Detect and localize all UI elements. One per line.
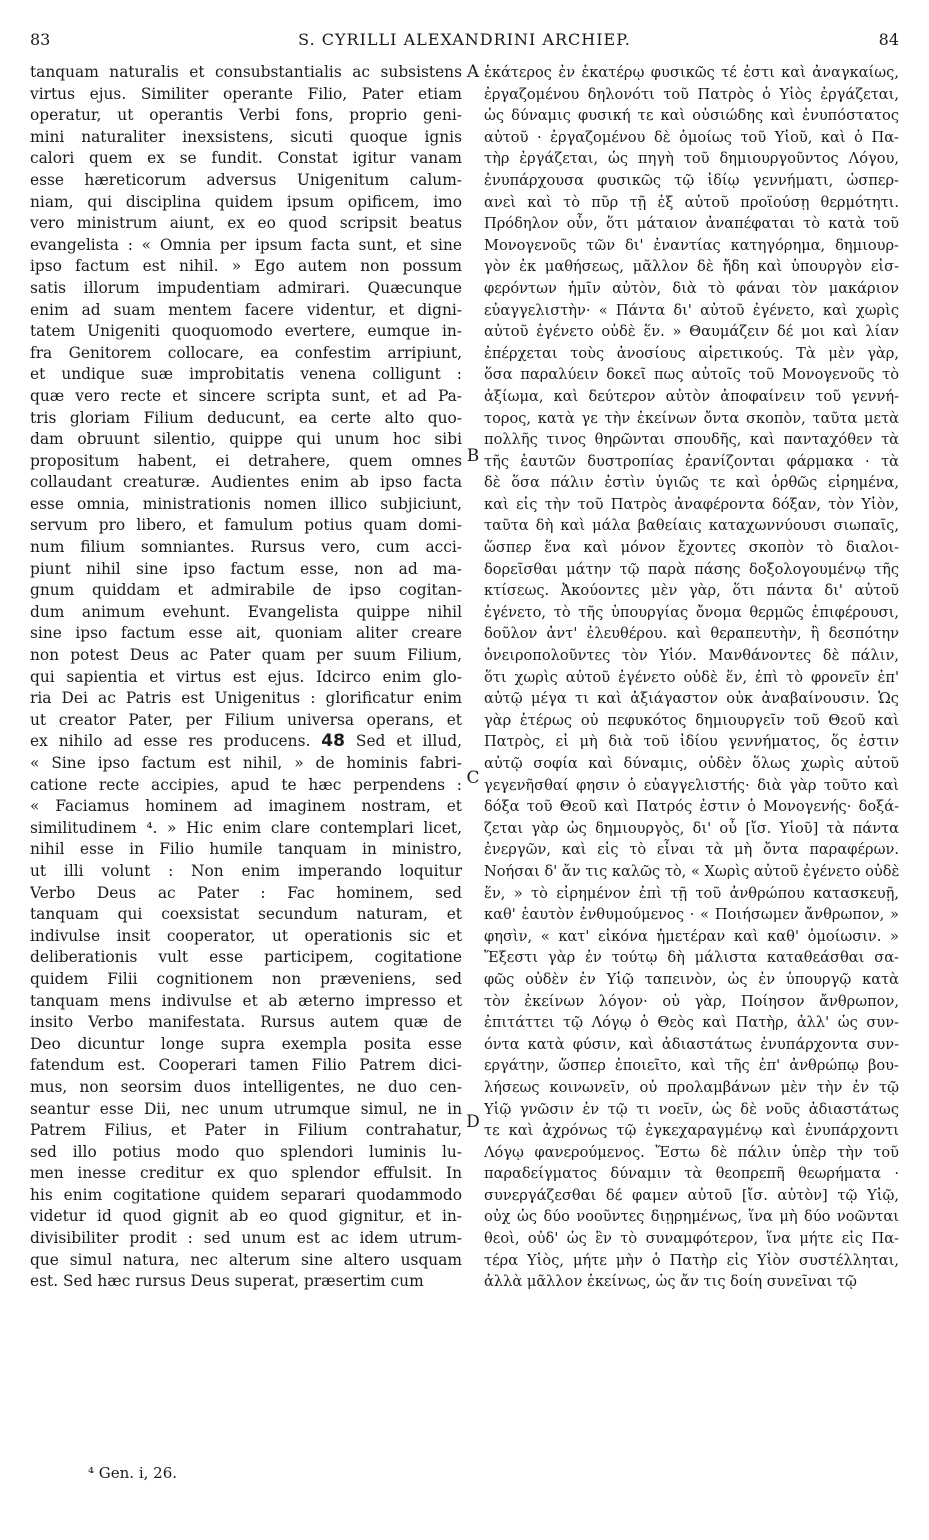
line-text: αὐτοῦ ἐγένετο οὐδὲ ἕν. » Θαυμάζειν δέ μοι καὶ λίαν [484,323,899,341]
line-text: αὐτοῦ · ἐργαζομένου δὲ ὁμοίως τοῦ Υἱοῦ, καὶ ὁ Πα- [484,128,899,146]
line-text: καὶ εἰς τὴν τοῦ Πατρὸς ἀναφέροντα δόξαν, τὸν Υἱὸν, [484,495,899,513]
line-text: φερόντων ἡμῖν αὐτὸν, διὰ τὸ φάναι τὸν μακάριον [484,279,899,297]
line-text: γὰρ ἑτέρως οὐ πεφυκότος δημιουργεῖν τοῦ Θεοῦ καὶ [484,711,899,729]
text-line [30,1142,462,1164]
text-line [30,1185,462,1207]
line-text: tris gloriam Filium deducunt, ea certe alto quo- [30,408,462,427]
text-line [484,343,899,365]
line-text: piunt nihil sine ipso factum esse, non ad ma- [30,559,462,578]
line-text: tanquam naturalis et consubstantialis ac subsistens [30,63,462,81]
text-line [30,861,462,883]
text-line [30,537,462,559]
inline-continuation: Sed et illud, [355,732,462,751]
line-text: esse hæreticorum adversus Unigenitum calum- [30,170,462,189]
text-line [30,775,462,797]
line-text: ταῦτα δὴ καὶ μάλα βαθείαις καταχωννύουσι σιωπαῖς, [484,517,899,535]
line-text: mini naturaliter inexsistens, sicuti quoque ignis [30,127,462,146]
line-text: εργάτην, ὥσπερ ἐποιεῖτο, καὶ τῆς ἐπ' ἀνθρώπῳ βου- [484,1057,899,1075]
line-text: τέρα Υἱὸς, μήτε μὴν ὁ Πατὴρ εἰς Υἱὸν συστέλληται, [484,1251,899,1269]
text-line [30,839,462,861]
line-text: ἐνυπάρχουσα φυσικῶς τῷ ἰδίῳ γεννήματι, ὡσπερ- [484,171,899,189]
text-line [30,62,462,84]
line-text: ἐργαζομένου δηλονότι τοῦ Πατρὸς ὁ Υἱὸς ἐργάζεται, [484,85,899,103]
text-line [484,1142,899,1164]
line-text: τὸν ἐκείνων λόγον· οὐ γὰρ, Ποίησον ἄνθρωπον, [484,992,899,1010]
line-text: tanquam mens indivulse et ab æterno impresso et [30,991,462,1010]
text-line [484,321,899,343]
line-text: insito Verbo manifestata. Rursus autem quæ de [30,1013,462,1032]
text-line [30,602,462,624]
line-text: videtur id quod gignit ab eo quod gignitur, et in- [30,1207,462,1226]
line-text: τῆς ἑαυτῶν δυστροπίας ἐρανίζονται φάρμακα · τὰ [484,452,899,470]
text-line [30,105,462,127]
line-text: όντα κατὰ φύσιν, καὶ ἀδιαστάτως ἐνυπάρχοντα συν- [484,1035,899,1053]
text-line [30,192,462,214]
line-text: ὀνειροπολοῦντες τὸν Υἱόν. Μανθάνοντες δὲ πάλιν, [484,647,899,665]
text-line [484,623,899,645]
text-line [30,451,462,473]
text-line [30,364,462,386]
text-line [30,213,462,235]
line-text: λήσεως κοινωνεῖν, οὐ προλαμβάνων μὲν τὴν ἐν τῷ [484,1078,899,1096]
line-text: calori quem ex se fundit. Constat igitur vanam [30,149,462,168]
line-text: Λόγῳ φανερούμενος. Ἔστω δὲ πάλιν ὑπὲρ τὴν τοῦ [484,1143,899,1161]
text-line [30,494,462,516]
text-line [484,1271,899,1293]
line-text: Deo dicuntur longe supra exempla posita esse [30,1034,462,1053]
inline-page-number: 48 [321,731,345,752]
line-text: esse omnia, ministrationis nomen illico subjiciunt, [30,494,462,513]
section-marker-a: A [466,62,480,82]
footnote: ⁴ Gen. i, 26. [88,1464,178,1482]
line-text: evangelista : « Omnia per ipsum facta sunt, et sine [30,235,462,254]
line-text: δόξα τοῦ Θεοῦ καὶ Πατρός ἐστιν ὁ Μονογενής· δοξά- [484,798,899,816]
line-text: θεοὶ, οὐδ' ὡς ἓν τὸ συναμφότερον, ἵνα μήτε εἰς Πα- [484,1230,899,1248]
line-text: deliberationis vult esse participem, cogitatione [30,948,462,967]
line-text: ὅσα παραλύειν δοκεῖ πως αὐτοῖς τοῦ Μονογενοῦς τὸ [484,366,899,384]
text-line [30,796,462,818]
text-line [30,278,462,300]
line-text: Verbo Deus ac Pater : Fac hominem, sed [30,883,462,902]
line-text: niam, qui disciplina quidem ipsum opificem, imo [30,192,462,211]
line-text: δορεῖσθαι μάτην τῷ παρὰ πάσης δοξολογουμένῳ τῆς [484,560,899,578]
text-line [30,818,462,840]
text-line [30,580,462,602]
line-text: divisibiliter prodit : sed unum est ac idem utrum- [30,1229,462,1248]
text-line [484,386,899,408]
line-text: τε καὶ ἀχρόνως τῷ ἐγκεχαραγμένῳ καὶ ἐνυπάρχοντι [484,1122,899,1140]
text-line [30,947,462,969]
line-text: ἀλλὰ μᾶλλον ἐκείνως, ὡς ἄν τις δοίη συνεῖναι τῷ [484,1273,857,1291]
text-line [30,386,462,408]
line-text: ανεὶ καὶ τὸ πῦρ τῇ ἐξ αὐτοῦ προϊούσῃ θερμότητι. [484,193,899,211]
text-line [30,343,462,365]
line-text: παραδείγματος δύναμιν τὰ θεοπρεπῆ θεωρήματα · [484,1165,899,1183]
text-line [484,947,899,969]
line-text: collaudant creaturæ. Audientes enim ab ipso facta [30,473,462,492]
line-text: nihil esse in Filio humile tanquam in ministro, [30,840,462,859]
line-text: δοῦλον ἀντ' ἐλευθέρου. καὶ θεραπευτὴν, ἢ δεσπότην [484,625,899,643]
line-text: servum pro libero, et famulum potius quam domi- [30,516,462,535]
greek-column [484,62,899,1293]
text-line [484,991,899,1013]
line-text: ἐγένετο, τὸ τῆς ὑπουργίας ὄνομα θερμῶς ἐπιφέρουσι, [484,603,899,621]
text-line [484,969,899,991]
text-line [30,256,462,278]
line-text: δὲ ὅσα πάλιν ἐστὶν ὑγιῶς τε καὶ ὀρθῶς εἰρημένα, [484,474,899,492]
text-line [484,62,899,84]
text-line [30,84,462,106]
text-line [484,429,899,451]
text-line [30,1099,462,1121]
text-line [484,559,899,581]
line-text: operatur, ut operantis Verbi fons, proprio geni- [30,106,462,125]
text-line [30,753,462,775]
text-line [30,408,462,430]
line-text: ἐπιτάττει τῷ Λόγῳ ὁ Θεὸς καὶ Πατὴρ, ἀλλ' ὡς συν- [484,1014,899,1032]
line-text: ὡς δύναμις φυσική τε καὶ οὐσιώδης καὶ ἐνυπόστατος [484,107,899,125]
line-text: num filium somniantes. Rursus vero, cum acci- [30,538,462,557]
text-line [484,1228,899,1250]
text-line [484,796,899,818]
line-text: quæ vero recte et sincere scripta sunt, et ad Pa- [30,386,462,405]
line-text: πολλῆς τινος θηρῶνται σπουδῆς, καὶ πανταχόθεν τὰ [484,431,899,449]
text-line [484,731,899,753]
page-number-left: 83 [30,30,51,49]
text-line [484,602,899,624]
text-line [30,1206,462,1228]
text-line [484,105,899,127]
line-text: φῶς οὐδὲν ἐν Υἱῷ ταπεινὸν, ὡς ἐν ὑπουργῷ κατὰ [484,970,899,988]
line-text: et undique suæ improbitatis venena colligunt : [30,365,462,384]
text-line [484,364,899,386]
text-line [484,1099,899,1121]
line-text: τὴρ ἐργάζεται, ὡς πηγὴ τοῦ δημιουργοῦντος Λόγου, [484,150,899,168]
text-line [484,1120,899,1142]
text-line [484,861,899,883]
line-text: fra Genitorem collocare, ea confestim arripiunt, [30,343,462,362]
text-line [30,667,462,689]
text-line [30,472,462,494]
text-line [484,1034,899,1056]
text-line [484,667,899,689]
text-line [484,278,899,300]
text-line [484,883,899,905]
line-text: οὐχ ὡς δύο νοοῦντες διῃρημένως, ἵνα μὴ δύο νοῶνται [484,1208,899,1226]
text-line [30,1120,462,1142]
text-line [484,170,899,192]
line-text: ὅτι χωρὶς αὐτοῦ ἐγένετο οὐδὲ ἕν, ἐπὶ τὸ φρονεῖν ἐπ' [484,668,899,686]
line-text: catione recte accipies, apud te hæc perpendens : [30,775,462,794]
text-line [484,753,899,775]
line-text: φησὶν, « κατ' εἰκόνα ἡμετέραν καὶ καθ' ὁμοίωσιν. » [484,927,899,945]
text-line [484,300,899,322]
text-line [484,926,899,948]
text-line [30,1250,462,1272]
line-text: similitudinem ⁴. » Hic enim clare contemplari licet, [30,818,462,837]
line-text: ἐπέρχεται τοὺς ἀνοσίους αἱρετικούς. Τὰ μὲν γὰρ, [484,344,899,362]
text-line [30,127,462,149]
line-text: his enim cogitatione quidem separari quodammodo [30,1185,462,1204]
running-title: S. CYRILLI ALEXANDRINI ARCHIEP. [298,30,631,49]
line-text: gnum quiddam et admirabile de ipso cogitan- [30,581,462,600]
text-line [30,1034,462,1056]
text-line [30,710,462,732]
text-line [30,300,462,322]
line-text: εὐαγγελιστὴν· « Πάντα δι' αὐτοῦ ἐγένετο, καὶ χωρὶς [484,301,899,319]
line-text: ria Dei ac Patris est Unigenitus : glorificatur enim [30,689,462,708]
text-line [484,84,899,106]
line-text: ut creator Pater, per Filium universa operans, et [30,710,462,729]
text-line [484,494,899,516]
text-line [30,429,462,451]
line-text: enim ad suam mentem facere videntur, et digni- [30,300,462,319]
line-text: Υἱῷ γνῶσιν ἐν τῷ τι νοεῖν, ὡς δὲ νοῦς ἀδιαστάτως [484,1100,899,1118]
line-text: sine ipso factum esse ait, quoniam aliter creare [30,624,462,643]
text-line [30,969,462,991]
text-line [484,213,899,235]
line-text: tanquam qui coexsistat secundum naturam, et [30,905,462,924]
text-line [30,1012,462,1034]
line-text: men inesse creditur ex quo splendor effulsit. In [30,1164,462,1183]
line-text: « Sine ipso factum est nihil, » de hominis fabri- [30,754,462,772]
text-line [484,839,899,861]
line-text: αὐτῷ μέγα τι καὶ ἀξιάγαστον οὐκ ἀναβαίνουσιν. Ὡς [484,690,899,708]
text-line [484,1012,899,1034]
line-text: Νοήσαι δ' ἄν τις καλῶς τὸ, « Χωρὶς αὐτοῦ ἐγένετο οὐδὲ [484,862,899,880]
line-text: Πρόδηλον οὖν, ὅτι μάταιον ἀναπέφαται τὸ κατὰ τοῦ [484,215,899,233]
text-line [484,148,899,170]
line-text: mus, non seorsim duos intelligentes, ne duo cen- [30,1077,462,1096]
text-line [484,1163,899,1185]
text-line [30,148,462,170]
line-text: est. Sed hæc rursus Deus superat, præsertim cum [30,1272,424,1291]
line-text: γεγενῆσθαί φησιν ὁ εὐαγγελιστής· διὰ γὰρ τοῦτο καὶ [484,776,899,794]
text-line [30,1228,462,1250]
text-line [30,991,462,1013]
line-text: virtus ejus. Similiter operante Filio, Pater etiam [30,84,462,103]
text-line [484,775,899,797]
line-text: ipso factum est nihil. » Ego autem non possum [30,257,462,276]
text-line [30,1077,462,1099]
text-line [30,645,462,667]
text-line [30,1055,462,1077]
line-text: quidem Filii cognitionem non præveniens, sed [30,969,462,988]
text-line [30,1271,462,1293]
text-line [484,688,899,710]
text-line [30,623,462,645]
line-text: ἕν, » τὸ εἰρημένον ἐπὶ τῇ τοῦ ἀνθρώπου κατασκευῇ, [484,884,899,902]
text-line [484,710,899,732]
text-line [484,1055,899,1077]
text-line [484,472,899,494]
line-text: καθ' ἑαυτὸν ἐνθυμούμενος · « Ποιήσωμεν ἄνθρωπον, » [484,906,899,924]
line-text: dam obruunt silentio, quippe qui unum hoc sibi [30,430,462,449]
line-text: qui sapientia et virtus est ejus. Idcirco enim glo- [30,667,462,686]
text-line [484,904,899,926]
line-text: ut illi volunt : Non enim imperando loquitur [30,861,462,880]
line-text: γὸν ἐκ μαθήσεως, μᾶλλον δὲ ἤδη καὶ ὑπουργὸν εἰσ- [484,258,899,276]
line-text: tatem Unigeniti quoquomodo evertere, eumque in- [30,322,462,341]
line-text: ex nihilo ad esse res producens. [30,732,311,751]
line-text: fatendum est. Cooperari tamen Filio Patrem dici- [30,1056,462,1075]
line-text: ἐνεργῶν, καὶ εἰς τὸ εἶναι τὰ μὴ ὄντα παραφέρων. [484,841,899,859]
section-marker-c: C [466,768,480,788]
text-line [30,926,462,948]
text-line [30,904,462,926]
text-line [30,1163,462,1185]
text-line [484,256,899,278]
text-line [484,1185,899,1207]
text-line [30,688,462,710]
line-text: sed illo potius modo quo splendori luminis lu- [30,1142,462,1161]
line-text: Πατρὸς, εἰ μὴ διὰ τοῦ ἰδίου γεννήματος, ὅς ἐστιν [484,733,899,751]
line-text: propositum habent, ei detrahere, quem omnes [30,451,462,470]
line-text: συνεργάζεσθαι δέ φαμεν αὐτοῦ [ἴσ. αὐτὸν] τῷ Υἱῷ, [484,1186,899,1204]
line-text: ζεται γὰρ ὡς δημιουργὸς, δι' οὗ [ἴσ. Υἱοῦ] τὰ πάντα [484,819,899,837]
text-line [30,321,462,343]
text-line [484,192,899,214]
text-line [30,515,462,537]
text-line [30,170,462,192]
text-line [484,235,899,257]
text-line [30,883,462,905]
line-text: ἑκάτερος ἐν ἑκατέρῳ φυσικῶς τέ ἐστι καὶ ἀναγκαίως, [484,64,899,81]
text-line [484,537,899,559]
line-text: non potest Deus ac Pater quam per suum Filium, [30,646,462,665]
text-line [484,580,899,602]
text-line [484,515,899,537]
line-text: satis illorum impudentiam admirari. Quæcunque [30,278,462,297]
line-text: αὐτῷ σοφία καὶ δύναμις, οὐδὲν ὅλως χωρὶς αὐτοῦ [484,755,899,772]
text-line [484,818,899,840]
line-text: ὥσπερ ἕνα καὶ μόνον ἔχοντες σκοπὸν τὸ διαλοι- [484,539,899,557]
page-number-right: 84 [878,30,899,49]
text-line [484,1077,899,1099]
section-marker-b: B [466,446,480,466]
line-text: dum animum evehunt. Evangelista quippe nihil [30,602,462,621]
text-line [484,645,899,667]
line-text: Patrem Filius, et Pater in Filium contrahatur, [30,1121,462,1140]
text-line [30,235,462,257]
text-line [484,127,899,149]
latin-column [30,62,462,1293]
running-header [30,30,899,56]
line-text: vero ministrum aiunt, ex eo quod scripsit beatus [30,214,462,233]
line-text: que simul natura, nec alterum sine altero usquam [30,1250,462,1269]
line-text: τορος, κατὰ γε τὴν ἐκείνων ὄντα σκοπὸν, ταῦτα μετὰ [484,409,899,427]
line-text: Ἔξεστι γὰρ ἐν τούτῳ δὴ μάλιστα καταθεάσθαι σα- [484,949,899,967]
text-line [484,1206,899,1228]
text-line [484,1250,899,1272]
text-line [484,408,899,430]
line-text: indivulse insit cooperator, ut operationis sic et [30,926,462,945]
line-text: seantur esse Dii, nec unum utrumque simul, ne in [30,1099,462,1118]
line-text: ἀξίωμα, καὶ δεύτερον αὐτὸν ἀποφαίνειν τοῦ γεννή- [484,387,899,405]
section-marker-d: D [466,1112,480,1132]
text-line [484,451,899,473]
line-text: Μονογενοῦς τῶν δι' ἐναντίας κατηγόρημα, δημιουρ- [484,236,899,254]
text-line [30,559,462,581]
line-text: « Faciamus hominem ad imaginem nostram, et [30,797,462,816]
text-line [30,731,462,753]
line-text: κτίσεως. Ἀκούοντες μὲν γὰρ, ὅτι πάντα δι' αὐτοῦ [484,582,899,600]
